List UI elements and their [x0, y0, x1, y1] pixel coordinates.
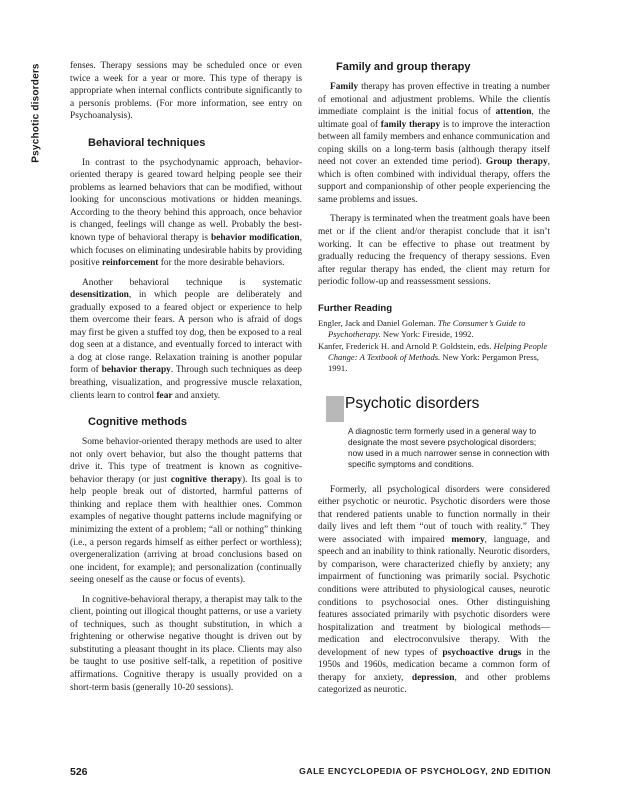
section-side-tab [28, 63, 44, 163]
behavioral-paragraph-1: In contrast to the psychodynamic approach, behavior-oriented therapy is geared toward helping people see their problems as learned behaviors that can be modified, without looking for unconscious motivations or hidden meanings. According to the theory behind this approach, once behavior is changed, feelings will change as well. Probably the best-known type of behavioral therapy is behavior modification, which focuses on eliminating undesirable habits by providing positive reinforcement for the more desirable behaviors. [70, 157, 302, 269]
side-tab-label: Psychotic disorders [30, 63, 42, 163]
cognitive-paragraph-1: Some behavior-oriented therapy methods are used to alter not only overt behavior, but also the thought patterns that drive it. This type of treatment is known as cognitive-behavior therapy (or just cognitive therapy). Its goal is to help people break out of distorted, harmful patterns of thinking and replace them with healthier ones. Common examples of negative thought patterns include magnifying or minimizing the extent of a problem; “all or nothing” thinking (i.e., a person regards himself as either perfect or worthless); overgeneralization (arriving at broad conclusions based on one incident, for example); and personalization (continually seeing oneself as the cause or focus of events). [70, 437, 303, 586]
left-column [70, 60, 302, 694]
further-reading-heading: Further Reading [318, 302, 393, 314]
behavioral-paragraph-2: Another behavioral technique is systematic desensitization, in which people are deliberately and gradually exposed to a feared object or experience to help them overcome their fears. A person who is afraid of dogs may first be given a stuffed toy dog, then be exposed to a real dog seen at a distance, and eventually forced to interact with a dog at close range. Relaxation training is another popular form of behavior therapy. Through such techniques as deep breathing, visualization, and progressive muscle relaxation, clients learn to control fear and anxiety. [70, 277, 302, 401]
family-paragraph-2: Therapy is terminated when the treatment goals have been met or if the client and/or therapist conclude that it isn’t working. It can be effective to phase out treatment by gradually reducing the frequency of therapy sessions. Even after regular therapy has ended, the client may return for periodic follow-up and reassessment sessions. [318, 214, 550, 288]
entry-title: Psychotic disorders [345, 394, 480, 412]
family-paragraph-1: Family therapy has proven effective in treating a number of emotional and adjustment problems. While the clientís immediate complaint is the initial focus of attention, the ultimate goal of family therapy is to improve the interaction between all family members and enhance communication and coping skills on a long-term basis (although therapy itself need not cover an extended time period). Group therapy, which is often combined with individual therapy, offers the support and companionship of other people experiencing the same problems and issues. [318, 82, 551, 205]
page-number: 526 [70, 766, 88, 778]
psychotic-paragraph-1: Formerly, all psychological disorders were considered either psychotic or neurotic. Psychotic disorders were those that rendered patients unable to function normally in their daily lives and left them “out of touch with reality.” They were associated with impaired memory, language, and speech and an inability to think rationally. Neurotic disorders, by comparison, were characterized chiefly by anxiety; any impairment of functioning was primarily social. Psychotic conditions were attributed to physiological causes, neurotic conditions to psychosocial ones. Other distinguishing features associated primarily with psychotic disorders were hospitalization and treatment by biological methods—medication and electroconvulsive therapy. With the development of new types of psychoactive drugs in the 1950s and 1960s, medication became a common form of therapy for anxiety, depression, and other problems categorized as neurotic. [318, 484, 550, 696]
book-title: GALE ENCYCLOPEDIA OF PSYCHOLOGY, 2ND EDITION [299, 766, 551, 776]
cognitive-paragraph-2: In cognitive-behavioral therapy, a therapist may talk to the client, pointing out illogical thought patterns, or use a variety of techniques, such as thought substitution, in which a frightening or otherwise negative thought is driven out by substituting a pleasant thought in its place. Clients may also be taught to use positive self-talk, a repetition of positive affirmations. Cognitive therapy is usually provided on a short-term basis (generally 10-20 sessions). [70, 594, 302, 693]
entry-definition: A diagnostic term formerly used in a general way to designate the most severe psychological disorders; now used in a much narrower sense in connection with specific symptoms and conditions. [348, 425, 550, 470]
right-column [318, 60, 550, 697]
reference-2: Kanfer, Frederick H. and Arnold P. Goldstein, eds. Helping People Change: A Textbook of Methods. New York: Pergamon Press, 1991. [318, 340, 548, 374]
family-group-therapy-heading: Family and group therapy [336, 61, 471, 73]
reference-1: Engler, Jack and Daniel Goleman. The Consumer’s Guide to Psychotherapy. New York: Fireside, 1992. [318, 317, 526, 340]
cognitive-methods-heading: Cognitive methods [88, 416, 188, 429]
entry-marker-bar [326, 396, 344, 422]
intro-paragraph: fenses. Therapy sessions may be scheduled once or even twice a week for a year or more. This type of therapy is appropriate when internal conflicts contribute significantly to a personís problems. (For more information, see entry on Psychoanalysis). [70, 61, 302, 122]
behavioral-techniques-heading: Behavioral techniques [88, 136, 206, 149]
entry-header [318, 392, 550, 426]
